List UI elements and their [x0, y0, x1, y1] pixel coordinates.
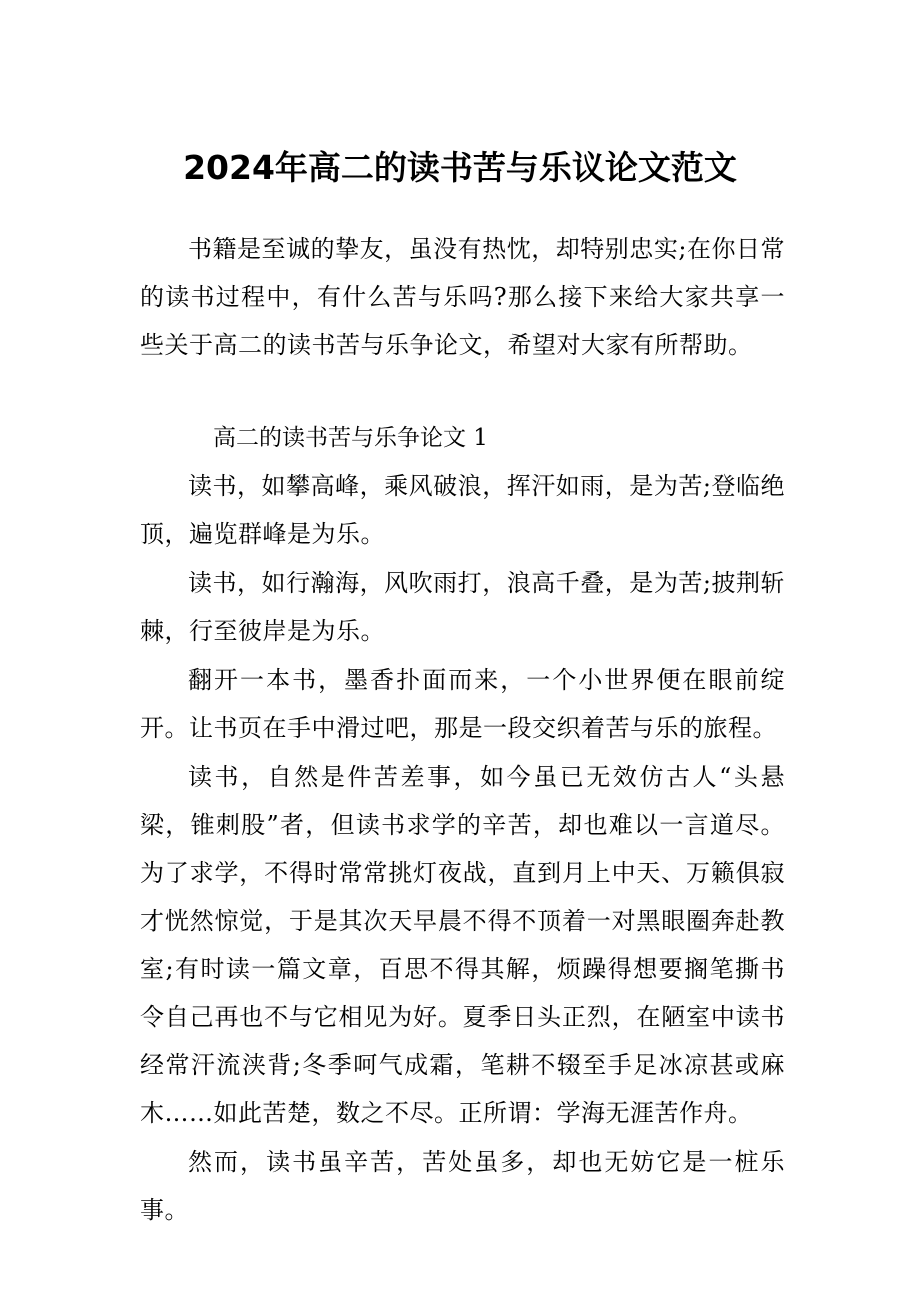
- intro-block: [140, 225, 785, 369]
- section-heading: 高二的读书苦与乐争论文 1: [213, 425, 488, 451]
- paragraph-5: 然而，读书虽辛苦，苦处虽多，却也无妨它是一桩乐事。: [140, 1148, 785, 1224]
- essay-body: [140, 462, 785, 1235]
- paragraph-1: 读书，如攀高峰，乘风破浪，挥汗如雨，是为苦;登临绝顶，遍览群峰是为乐。: [140, 472, 785, 548]
- paragraph-3: 翻开一本书，墨香扑面而来，一个小世界便在眼前绽开。让书页在手中滑过吧，那是一段交织着苦与乐的旅程。: [140, 666, 785, 742]
- paragraph-2: 读书，如行瀚海，风吹雨打，浪高千叠，是为苦;披荆斩棘，行至彼岸是为乐。: [140, 569, 785, 645]
- paragraph-4: 读书，自然是件苦差事，如今虽已无效仿古人“头悬梁，锥刺股”者，但读书求学的辛苦，却也难以一言道尽。为了求学，不得时常常挑灯夜战，直到月上中天、万籁俱寂才恍然惊觉，于是其次天早晨不得不顶着一对黑眼圈奔赴教室;有时读一篇文章，百思不得其解，烦躁得想要搁笔撕书令自己再也不与它相见为好。夏季日头正烈，在陋室中读书经常汗流浃背;冬季呵气成霜，笔耕不辍至手足冰凉甚或麻木……如此苦楚，数之不尽。正所谓：学海无涯苦作舟。: [140, 763, 785, 1127]
- document-title: 2024年高二的读书苦与乐议论文范文: [183, 148, 737, 187]
- intro-paragraph: 书籍是至诚的挚友，虽没有热忱，却特别忠实;在你日常的读书过程中，有什么苦与乐吗?那么接下来给大家共享一些关于高二的读书苦与乐争论文，希望对大家有所帮助。: [140, 235, 785, 359]
